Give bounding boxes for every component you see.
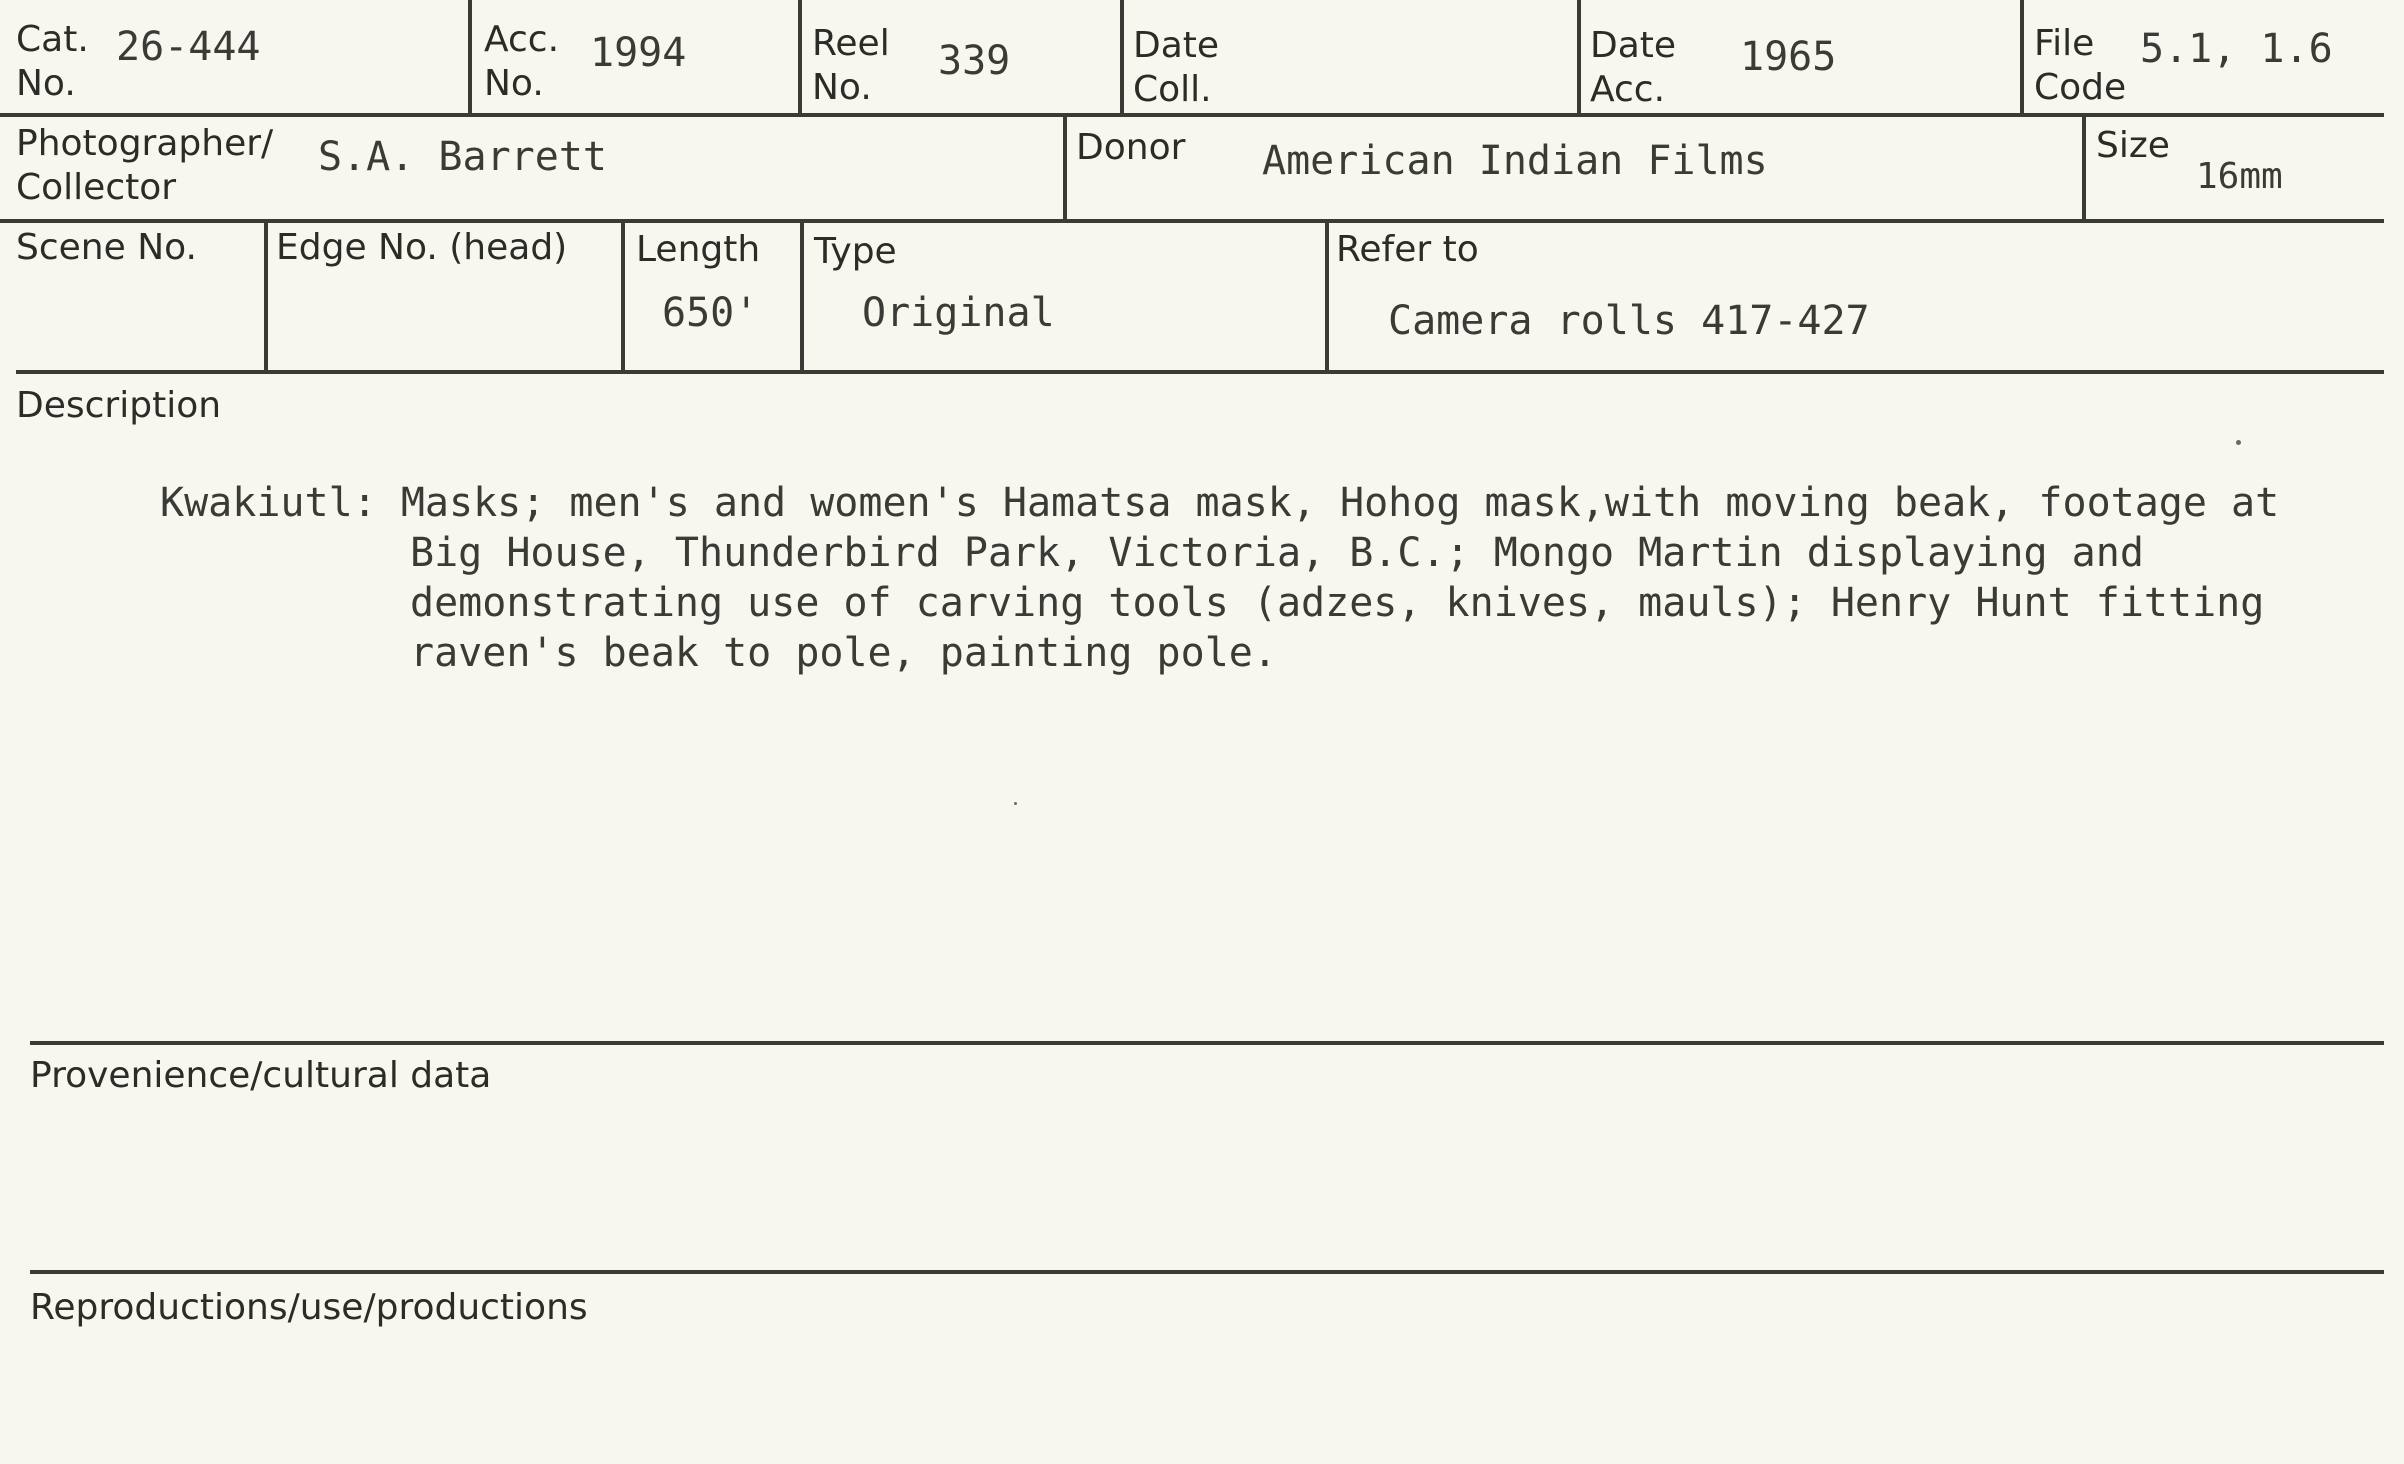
date-coll-label-top: Date (1133, 25, 1220, 66)
reel-no-label-top: Reel (812, 23, 890, 64)
photographer-label-bottom: Collector (16, 167, 177, 208)
row3-divider-4 (1325, 219, 1329, 372)
cat-no-value: 26-444 (116, 24, 261, 70)
row1-divider-5 (2020, 0, 2024, 115)
paper-speck (2236, 440, 2241, 445)
row1-divider-1 (468, 0, 472, 115)
length-label: Length (636, 229, 761, 270)
size-value: 16mm (2196, 156, 2283, 197)
photographer-label-top: Photographer/ (16, 123, 274, 164)
description-text (160, 478, 2279, 678)
refer-to-label: Refer to (1336, 229, 1479, 270)
row3-bottom-rule (16, 370, 2384, 374)
date-acc-label-bottom: Acc. (1590, 69, 1666, 110)
paper-speck (1014, 802, 1017, 805)
refer-to-value: Camera rolls 417-427 (1388, 298, 1870, 344)
cat-no-label-top: Cat. (16, 19, 89, 60)
row3-divider-2 (621, 219, 625, 372)
reel-no-label-bottom: No. (812, 67, 872, 108)
type-value: Original (862, 290, 1055, 336)
row1-bottom-rule (0, 113, 2384, 117)
description-line: raven's beak to pole, painting pole. (410, 630, 1277, 676)
size-label: Size (2096, 125, 2170, 166)
row3-divider-3 (800, 219, 804, 372)
edge-no-label: Edge No. (head) (276, 227, 568, 268)
type-label: Type (814, 231, 897, 272)
date-acc-value: 1965 (1740, 34, 1837, 80)
row1-divider-4 (1577, 0, 1581, 115)
acc-no-label-top: Acc. (484, 19, 560, 60)
acc-no-value: 1994 (590, 30, 687, 76)
row2-bottom-rule (0, 219, 2384, 223)
date-coll-label-bottom: Coll. (1133, 69, 1212, 110)
donor-value: American Indian Films (1262, 138, 1768, 184)
description-line: demonstrating use of carving tools (adzes, knives, mauls); Henry Hunt fitting (410, 580, 2265, 626)
donor-label: Donor (1076, 127, 1186, 168)
row2-divider-2 (2082, 113, 2086, 221)
length-value: 650' (662, 290, 759, 336)
photographer-value: S.A. Barrett (318, 134, 607, 180)
row3-divider-1 (264, 219, 268, 372)
row1-divider-3 (1120, 0, 1124, 115)
cat-no-label-bottom: No. (16, 63, 76, 104)
description-bottom-rule (30, 1041, 2384, 1045)
file-code-value: 5.1, 1.6 (2140, 26, 2333, 72)
acc-no-label-bottom: No. (484, 63, 544, 104)
description-line: Big House, Thunderbird Park, Victoria, B.C.; Mongo Martin displaying and (410, 530, 2144, 576)
reel-no-value: 339 (938, 38, 1011, 84)
file-code-label-bottom: Code (2034, 67, 2127, 108)
reproductions-label: Reproductions/use/productions (30, 1287, 588, 1328)
scene-no-label: Scene No. (16, 227, 197, 268)
file-code-label-top: File (2034, 23, 2095, 64)
row2-divider-1 (1063, 113, 1067, 221)
provenience-label: Provenience/cultural data (30, 1055, 492, 1096)
description-label: Description (16, 385, 222, 426)
description-line: Kwakiutl: Masks; men's and women's Hamatsa mask, Hohog mask,with moving beak, footage at (160, 480, 2280, 526)
provenience-bottom-rule (30, 1270, 2384, 1274)
row1-divider-2 (798, 0, 802, 115)
date-acc-label-top: Date (1590, 25, 1677, 66)
